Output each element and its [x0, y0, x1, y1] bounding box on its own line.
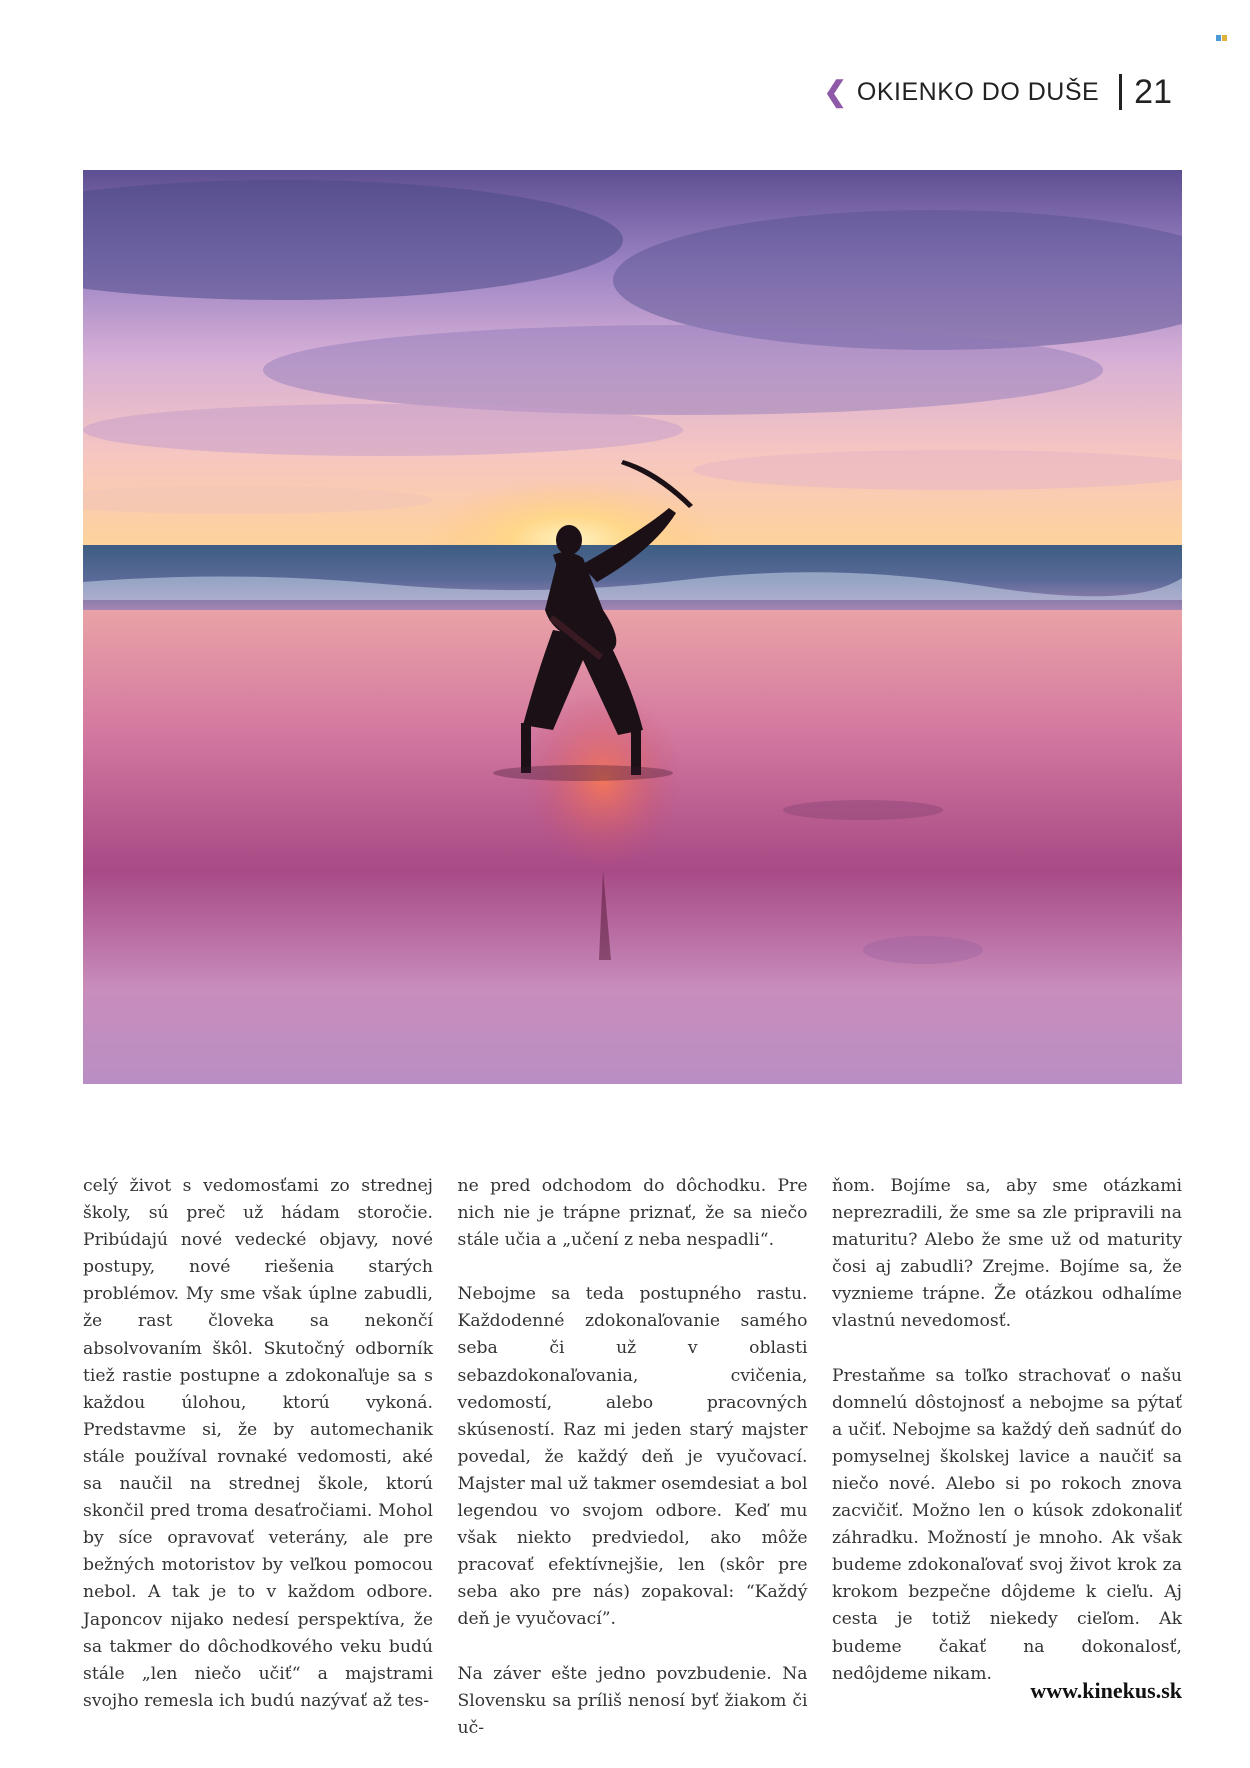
- article-column-3: [832, 1173, 1182, 1684]
- chevron-left-icon: ❮: [823, 76, 847, 107]
- page-number: 21: [1134, 72, 1172, 111]
- paragraph: celý život s vedomosťami zo strednej školy, sú preč už hádam storočie. Pribúdajú nové vedecké objavy, nové postupy, nové riešenia starých problémov. My sme však úplne zabudli, že rast človeka sa nekončí absolvovaním škôl. Skutočný odborník tiež rastie postupne a zdokonaľuje sa s každou úlohou, ktorú vykoná. Predstavme si, že by automechanik stále používal rovnaké vedomosti, aké sa naučil na strednej škole, ktorú skončil pred troma desaťročiami. Mohol by síce opravovať veterány, ale pre bežných motoristov by veľkou pomocou nebol. A tak je to v každom odbore. Japoncov nijako nedesí perspektíva, že sa takmer do dôchodkového veku budú stále „len niečo učiť“ a majstrami svojho remesla ich budú nazývať až tes-: [83, 1176, 433, 1711]
- paragraph: Nebojme sa teda postupného rastu. Každodenné zdokonaľovanie samého seba či už v oblasti sebazdokonaľovania, cvičenia, vedomostí, alebo pracovných skúseností. Raz mi jeden starý majster povedal, že každý deň je vyučovací. Majster mal už takmer osemdesiat a bol legendou vo svojom odbore. Keď mu však niekto predviedol, ako môže pracovať efektívnejšie, len (skôr pre seba ako pre nás) zopakoval: “Každý deň je vyučovací”.: [457, 1284, 808, 1630]
- article-column-2: [457, 1173, 808, 1738]
- corner-color-mark: [1216, 35, 1228, 41]
- page-header: [823, 70, 1172, 114]
- paragraph: Prestaňme sa toľko strachovať o našu domnelú dôstojnosť a nebojme sa pýtať a učiť. Nebojme sa každý deň sadnúť do pomyselnej školskej lavice a naučiť sa niečo nové. Alebo si po rokoch znova zacvičiť. Možno len o kúsok zdokonaliť záhradku. Možností je mnoho. Ak však budeme zdokonaľovať svoj život krok za krokom bezpečne dôjdeme k cieľu. Aj cesta je totiž niekedy cieľom. Ak budeme čakať na dokonalosť, nedôjdeme nikam.: [832, 1365, 1182, 1684]
- paragraph: ňom. Bojíme sa, aby sme otázkami neprezradili, že sme sa zle pripravili na maturitu? Alebo že sme už od maturity čosi aj zabudli? Zrejme. Bojíme sa, že vyznieme trápne. Že otázkou odhalíme vlastnú nevedomosť.: [832, 1176, 1182, 1332]
- paragraph: ne pred odchodom do dôchodku. Pre nich nie je trápne priznať, že sa niečo stále učia a „učení z neba nespadli“.: [457, 1176, 808, 1251]
- article-column-1: [83, 1173, 433, 1711]
- hero-photo: [83, 170, 1182, 1084]
- paragraph: Na záver ešte jedno povzbudenie. Na Slovensku sa príliš nenosí byť žiakom či uč-: [457, 1663, 808, 1738]
- footer-url[interactable]: www.kinekus.sk: [1030, 1678, 1182, 1703]
- header-divider: [1119, 74, 1122, 110]
- section-title: OKIENKO DO DUŠE: [856, 77, 1100, 106]
